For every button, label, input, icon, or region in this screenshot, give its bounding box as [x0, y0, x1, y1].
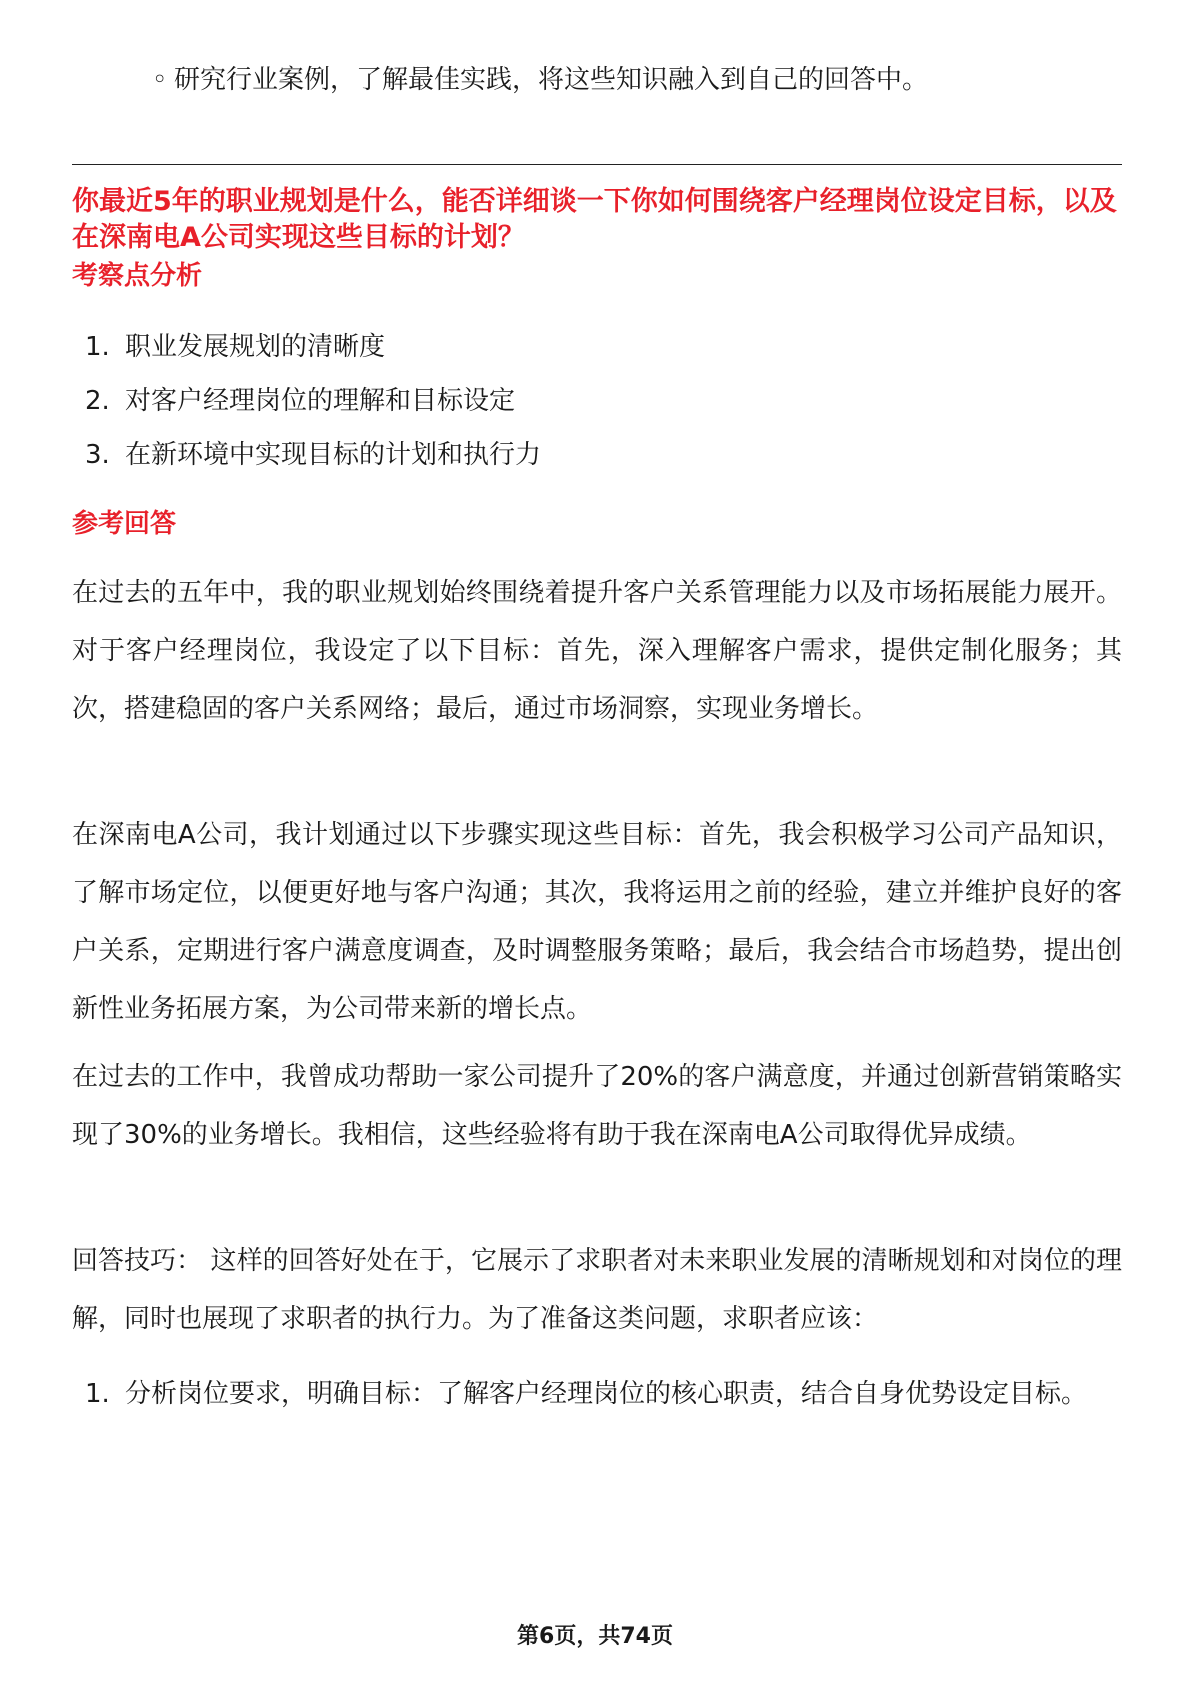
list-item-number: 2. [85, 386, 110, 416]
analysis-list [72, 318, 1122, 484]
list-item-text: 职业发展规划的清晰度 [125, 332, 386, 362]
page-number: 第6页，共74页 [517, 1624, 673, 1649]
intro-bullet-text: 研究行业案例，了解最佳实践，将这些知识融入到自己的回答中。 [174, 65, 929, 95]
intro-bullet [152, 60, 928, 100]
answer-heading: 参考回答 [72, 509, 177, 539]
analysis-heading: 考察点分析 [72, 261, 203, 291]
list-item [72, 1366, 1122, 1422]
answer-paragraph: 在过去的五年中，我的职业规划始终围绕着提升客户关系管理能力以及市场拓展能力展开。对于客户经理岗位，我设定了以下目标：首先，深入理解客户需求，提供定制化服务；其次，搭建稳固的客户关系网络；最后，通过市场洞察，实现业务增长。 [72, 578, 1122, 724]
list-item-text: 在新环境中实现目标的计划和执行力 [125, 440, 542, 470]
list-item-text: 对客户经理岗位的理解和目标设定 [125, 386, 516, 416]
list-item-number: 1. [85, 332, 110, 362]
answer-paragraph: 在过去的工作中，我曾成功帮助一家公司提升了20%的客户满意度，并通过创新营销策略实现了30%的业务增长。我相信，这些经验将有助于我在深南电A公司取得优异成绩。 [72, 1062, 1122, 1150]
list-item [72, 426, 1122, 484]
hollow-bullet-icon: ◦ [152, 65, 168, 95]
tips-list [72, 1366, 1122, 1422]
list-item-number: 1. [85, 1379, 110, 1409]
section-divider [72, 164, 1122, 165]
answer-paragraph: 在深南电A公司，我计划通过以下步骤实现这些目标：首先，我会积极学习公司产品知识，了解市场定位，以便更好地与客户沟通；其次，我将运用之前的经验，建立并维护良好的客户关系，定期进行客户满意度调查，及时调整服务策略；最后，我会结合市场趋势，提出创新性业务拓展方案，为公司带来新的增长点。 [72, 820, 1122, 1024]
answer-tips-paragraph: 回答技巧： 这样的回答好处在于，它展示了求职者对未来职业发展的清晰规划和对岗位的理解，同时也展现了求职者的执行力。为了准备这类问题，求职者应该： [72, 1246, 1122, 1334]
document-page [72, 0, 1122, 1684]
list-item [72, 372, 1122, 430]
list-item-number: 3. [85, 440, 110, 470]
list-item-text: 分析岗位要求，明确目标：了解客户经理岗位的核心职责，结合自身优势设定目标。 [125, 1379, 1088, 1409]
question-title: 你最近5年的职业规划是什么，能否详细谈一下你如何围绕客户经理岗位设定目标，以及在深南电A公司实现这些目标的计划？ [72, 186, 1117, 253]
list-item [72, 318, 1122, 376]
